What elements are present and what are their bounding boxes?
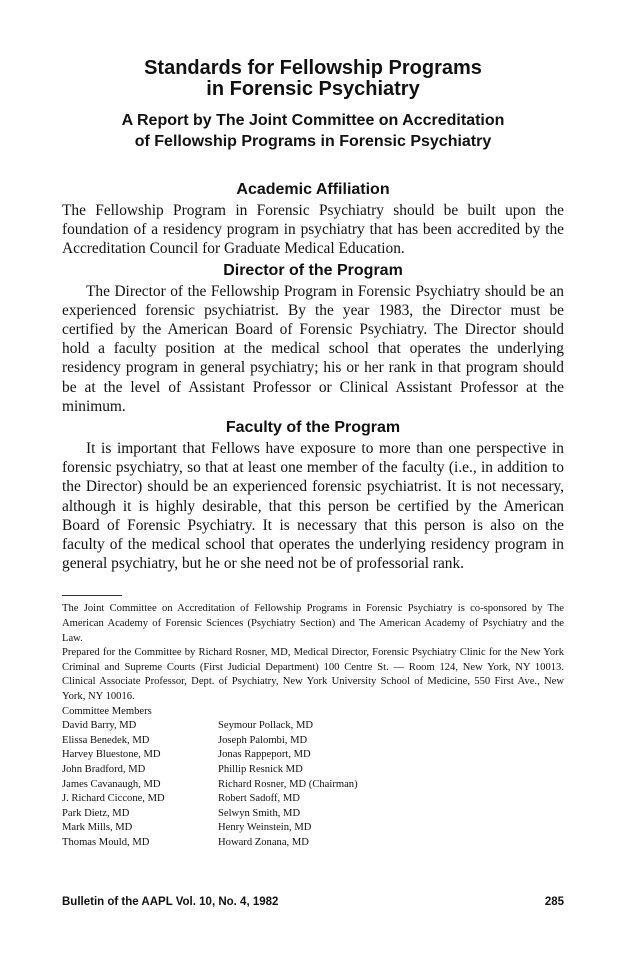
member-name: John Bradford, MD: [62, 763, 146, 775]
article-page: [62, 58, 564, 851]
title-line-2: in Forensic Psychiatry: [206, 78, 420, 100]
member-name: David Barry, MD: [62, 720, 137, 732]
journal-citation: Bulletin of the AAPL Vol. 10, No. 4, 1982: [62, 896, 279, 908]
member-name: Thomas Mould, MD: [62, 836, 150, 848]
members-left-column: [62, 719, 218, 850]
member-name: Selwyn Smith, MD: [218, 807, 301, 819]
member-name: Seymour Pollack, MD: [218, 720, 314, 732]
subtitle-line-1: A Report by The Joint Committee on Accreditation: [121, 112, 505, 129]
member-name: James Cavanaugh, MD: [62, 778, 161, 790]
subtitle-line-2: of Fellowship Programs in Forensic Psychiatry: [134, 133, 492, 150]
article-subtitle: [62, 110, 564, 152]
member-name: Phillip Resnick MD: [218, 763, 303, 775]
footnote-prepared-by: Prepared for the Committee by Richard Rosner, MD, Medical Director, Forensic Psychiatry Clinic for the New York Criminal and Supreme Courts (First Judicial Department) 100 Centre St. — Room 124, New York, NY 10013. Clinical Associate Professor, Dept. of Psychiatry, New York University School of Medicine, 550 First Ave., New York, NY 10016.: [62, 647, 564, 703]
member-name: Howard Zonana, MD: [218, 836, 309, 848]
footnote-divider: [62, 595, 122, 596]
footnote-sponsorship: The Joint Committee on Accreditation of Fellowship Programs in Forensic Psychiatry is co-sponsored by The American Academy of Forensic Sciences (Psychiatry Section) and The American Academy of Psychiatry and the Law.: [62, 603, 564, 644]
section-text-faculty: It is important that Fellows have exposure to more than one perspective in forensic psychiatry, so that at least one member of the faculty (i.e., in addition to the Director) should be an experienced forensic psychiatrist. It is not necessary, although it is highly desirable, that this person be certified by the American Board of Forensic Psychiatry. It is necessary that this person is also on the faculty of the medical school that operates the underlying residency program in general psychiatry, but he or she need not be of professorial rank.: [62, 440, 564, 573]
section-text-academic-affiliation: The Fellowship Program in Forensic Psychiatry should be built upon the foundation of a residency program in psychiatry that has been accredited by the Accreditation Council for Graduate Medical Education.: [62, 202, 564, 258]
section-heading-faculty: Faculty of the Program: [225, 419, 401, 437]
section-heading-academic-affiliation: Academic Affiliation: [236, 181, 390, 198]
page-footer: [62, 896, 564, 908]
committee-members-heading: Committee Members: [62, 705, 152, 717]
member-name: Elissa Benedek, MD: [62, 734, 150, 746]
member-name: Henry Weinstein, MD: [218, 822, 312, 834]
member-name: J. Richard Ciccone, MD: [62, 793, 165, 805]
member-name: Harvey Bluestone, MD: [62, 749, 161, 761]
page-number: 285: [544, 896, 564, 908]
member-name: Joseph Palombi, MD: [218, 734, 308, 746]
section-text-director: The Director of the Fellowship Program in Forensic Psychiatry should be an experienced forensic psychiatrist. By the year 1983, the Director must be certified by the American Board of Forensic Psychiatry. The Director should hold a faculty position at the medical school that operates the underlying residency program in general psychiatry; his or her rank in that program should be at the level of Assistant Professor or Clinical Assistant Professor at the minimum.: [62, 282, 564, 415]
member-name: Jonas Rappeport, MD: [218, 749, 311, 761]
member-name: Robert Sadoff, MD: [218, 793, 300, 805]
member-name: Richard Rosner, MD (Chairman): [218, 778, 358, 790]
member-name: Park Dietz, MD: [62, 807, 130, 819]
title-line-1: Standards for Fellowship Programs: [144, 57, 482, 79]
section-heading-director: Director of the Program: [223, 261, 403, 279]
article-title: [62, 58, 564, 100]
members-right-column: [218, 719, 518, 850]
committee-members-list: [62, 719, 564, 850]
member-name: Mark Mills, MD: [62, 822, 133, 834]
